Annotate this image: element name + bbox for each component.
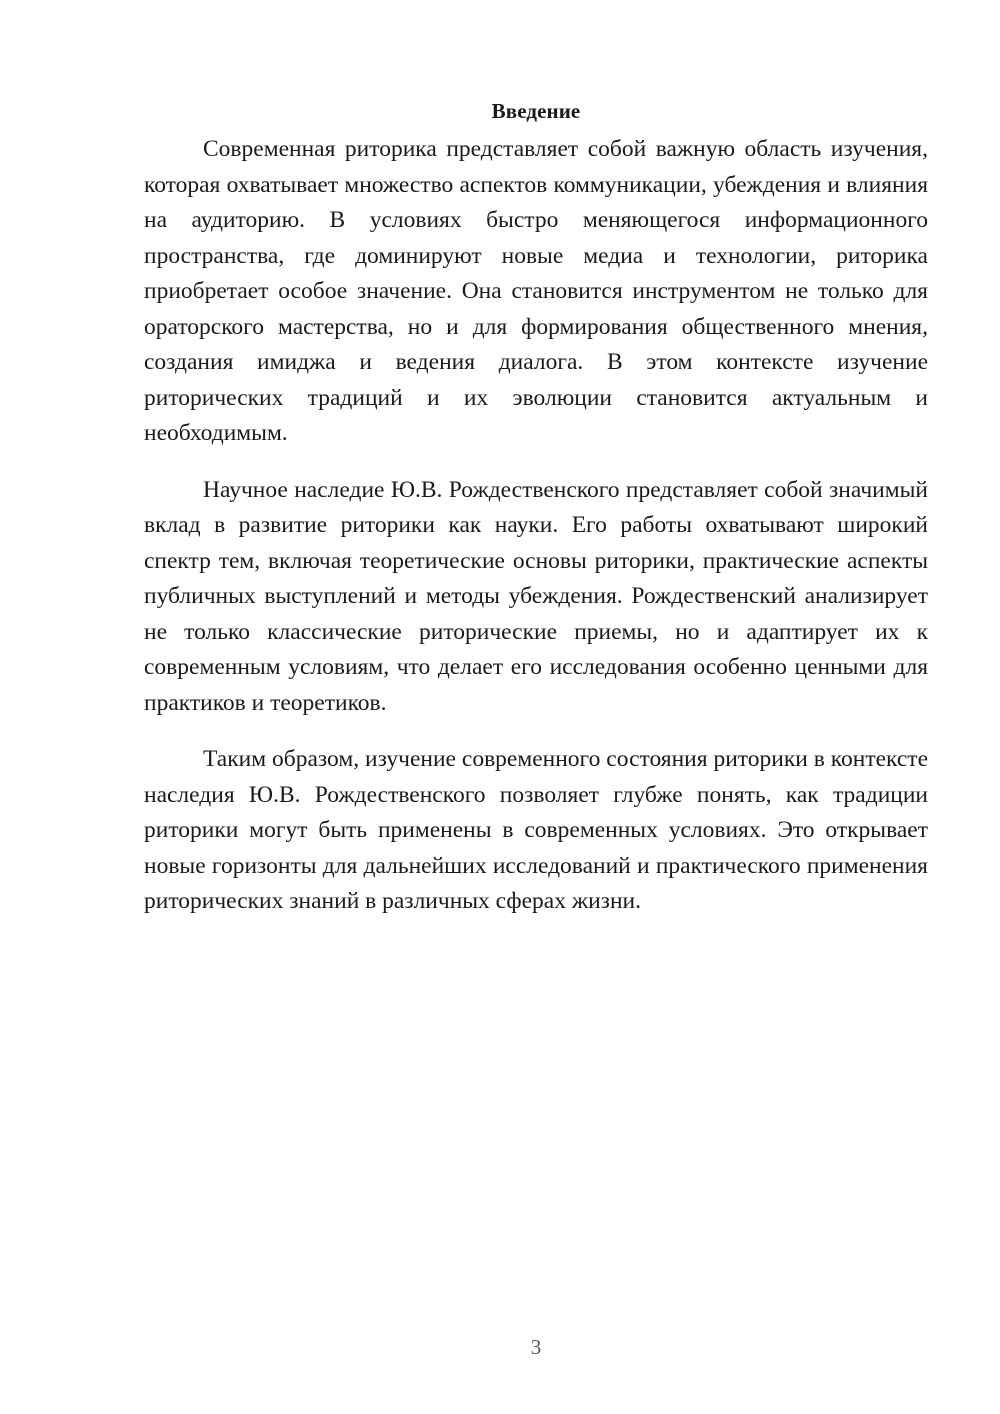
section-heading: Введение (491, 99, 581, 123)
paragraph-3: Таким образом, изучение современного состояния риторики в контексте наследия Ю.В. Рождественского позволяет глубже понять, как традиции риторики могут быть применены в современных условиях. Это открывает новые горизонты для дальнейших исследований и практического применения риторических знаний в различных сферах жизни. (144, 746, 928, 914)
paragraph-1: Современная риторика представляет собой важную область изучения, которая охватывает множество аспектов коммуникации, убеждения и влияния на аудиторию. В условиях быстро меняющегося информационного пространства, где доминируют новые медиа и технологии, риторика приобретает особое значение. Она становится инструментом не только для ораторского мастерства, но и для формирования общественного мнения, создания имиджа и ведения диалога. В этом контексте изучение риторических традиций и их эволюции становится актуальным и необходимым. (144, 136, 928, 446)
page-content (144, 96, 928, 941)
page-number: 3 (530, 1335, 542, 1359)
paragraph-2: Научное наследие Ю.В. Рождественского представляет собой значимый вклад в развитие риторики как науки. Его работы охватывают широкий спектр тем, включая теоретические основы риторики, практические аспекты публичных выступлений и методы убеждения. Рождественский анализирует не только классические риторические приемы, но и адаптирует их к современным условиям, что делает его исследования особенно ценными для практиков и теоретиков. (144, 476, 928, 716)
